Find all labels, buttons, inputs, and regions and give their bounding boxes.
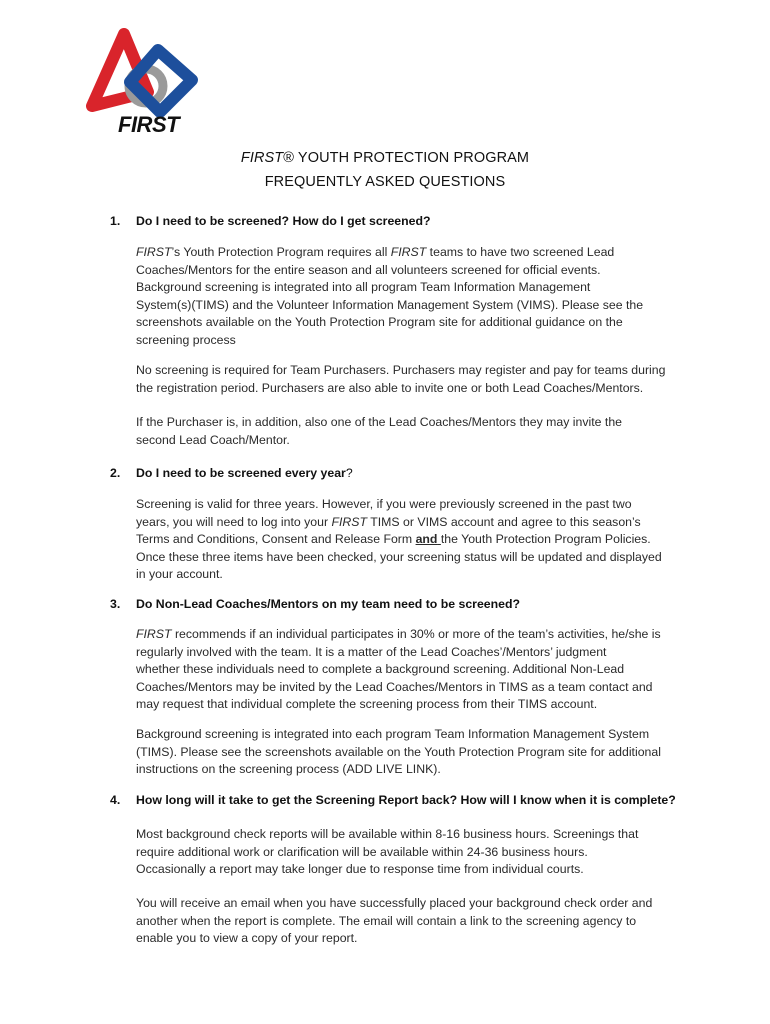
first-wordmark: FIRST <box>118 112 180 137</box>
question-3-heading <box>110 597 520 611</box>
question-1-paragraph-2 <box>136 362 696 397</box>
paragraph-line: No screening is required for Team Purchasers. Purchasers may register and pay for teams during <box>136 363 666 377</box>
title-brand: FIRST <box>240 150 284 166</box>
paragraph-line: may request that individual complete the screening process from their TIMS account. <box>136 697 598 712</box>
question-1-paragraph-3 <box>136 414 696 449</box>
page-title-line2: FREQUENTLY ASKED QUESTIONS <box>264 174 506 190</box>
question-3-paragraph-1 <box>136 626 696 714</box>
question-4-heading <box>110 793 676 807</box>
question-4-paragraph-1 <box>136 826 696 879</box>
paragraph-line: You will receive an email when you have successfully placed your background check order and <box>136 896 653 910</box>
title-registered-mark: ® <box>283 150 295 166</box>
paragraph-line: Background screening is integrated into all program Team Information Management <box>136 280 591 295</box>
paragraph-line: Screening is valid for three years. However, if you were previously screened in the past two <box>136 497 632 511</box>
paragraph-line: years, you will need to log into your FIRST TIMS or VIMS account and agree to this season’s <box>136 514 641 529</box>
paragraph-line: Terms and Conditions, Consent and Release Form and the Youth Protection Program Policies. <box>136 532 651 547</box>
paragraph-line: If the Purchaser is, in addition, also one of the Lead Coaches/Mentors they may invite the <box>136 415 623 429</box>
question-2-paragraph-1 <box>136 496 696 584</box>
paragraph-line: (TIMS). Please see the screenshots available on the Youth Protection Program site for additional <box>136 744 661 759</box>
paragraph-line: second Lead Coach/Mentor. <box>136 432 290 447</box>
paragraph-line: require additional work or clarification will be available within 24-36 business hours. <box>136 844 588 859</box>
paragraph-line: Once these three items have been checked, your screening status will be updated and displayed <box>136 549 662 564</box>
paragraph-line: screening process <box>136 332 236 347</box>
page-title-line1 <box>0 150 770 166</box>
paragraph-line: FIRST recommends if an individual participates in 30% or more of the team’s activities, he/she is <box>136 627 661 641</box>
paragraph-line: instructions on the screening process (ADD LIVE LINK). <box>136 762 441 777</box>
paragraph-line: Background screening is integrated into each program Team Information Management System <box>136 727 650 741</box>
question-text: Do Non-Lead Coaches/Mentors on my team need to be screened? <box>136 597 521 611</box>
paragraph-line: in your account. <box>136 567 223 582</box>
paragraph-line: Most background check reports will be available within 8-16 business hours. Screenings that <box>136 827 639 841</box>
paragraph-line: screenshots available on the Youth Protection Program site for additional guidance on the <box>136 315 623 330</box>
question-number: 2. <box>110 466 121 480</box>
paragraph-line: another when the report is complete. The email will contain a link to the screening agency to <box>136 913 637 928</box>
paragraph-line: Occasionally a report may take longer due to response time from individual courts. <box>136 862 584 877</box>
first-logo <box>84 28 204 140</box>
question-text: Do I need to be screened every year <box>136 466 346 480</box>
paragraph-line: System(s)(TIMS) and the Volunteer Information Management System (VIMS). Please see the <box>136 297 644 312</box>
question-text: How long will it take to get the Screening Report back? How will I know when it is complete? <box>136 793 676 807</box>
paragraph-line: FIRST’s Youth Protection Program requires all FIRST teams to have two screened Lead <box>136 245 615 259</box>
question-number: 3. <box>110 597 121 611</box>
paragraph-line: Coaches/Mentors for the entire season and all volunteers screened for official events. <box>136 262 601 277</box>
paragraph-line: enable you to view a copy of your report. <box>136 931 358 946</box>
question-4-paragraph-2 <box>136 895 696 948</box>
question-text: Do I need to be screened? How do I get screened? <box>136 214 431 228</box>
question-1-paragraph-1 <box>136 244 696 350</box>
paragraph-line: the registration period. Purchasers are also able to invite one or both Lead Coaches/Mentors. <box>136 380 644 395</box>
paragraph-line: regularly involved with the team. It is a matter of the Lead Coaches’/Mentors’ judgment <box>136 644 607 659</box>
question-3-paragraph-2 <box>136 726 696 779</box>
paragraph-line: whether these individuals need to complete a background screening. Additional Non-Lead <box>136 662 625 677</box>
question-2-heading <box>110 466 353 480</box>
paragraph-line: Coaches/Mentors may be invited by the Lead Coaches/Mentors in TIMS as a team contact and <box>136 679 653 694</box>
question-number: 1. <box>110 214 121 228</box>
question-1-heading <box>110 214 431 228</box>
title-line1-rest: YOUTH PROTECTION PROGRAM <box>294 150 530 166</box>
question-number: 4. <box>110 793 121 807</box>
question-suffix: ? <box>345 466 353 480</box>
